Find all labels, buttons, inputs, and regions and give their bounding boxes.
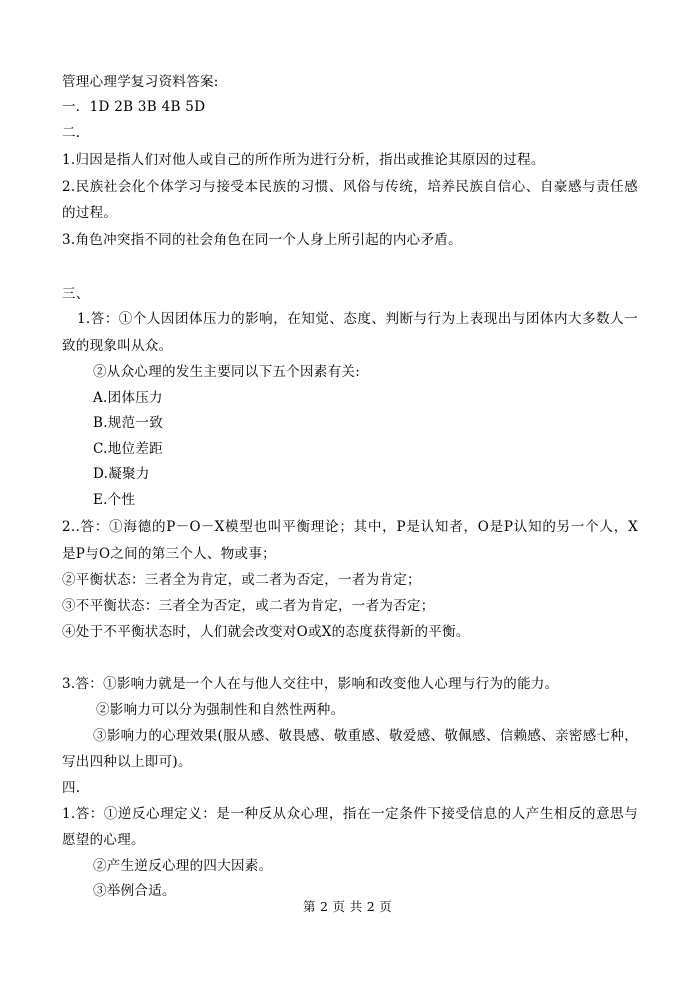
q1-factor-a: A.团体压力 xyxy=(93,390,163,406)
s2-item-2-line1: 2.民族社会化个体学习与接受本民族的习惯、风俗与传统，培养民族自信心、自豪感与责任感 xyxy=(62,179,638,195)
q1-factor-c: C.地位差距 xyxy=(93,441,163,457)
q2-line4: ③不平衡状态：三者全为否定，或二者为肯定，一者为否定； xyxy=(62,598,435,614)
s2-item-3: 3.角色冲突指不同的社会角色在同一个人身上所引起的内心矛盾。 xyxy=(62,232,462,248)
q3-line3: ③影响力的心理效果(服从感、敬畏感、敬重感、敬爱感、敬佩感、信赖感、亲密感七种， xyxy=(93,728,638,744)
q4-line3: ②产生逆反心理的四大因素。 xyxy=(93,858,273,874)
q3-line4: 写出四种以上即可)。 xyxy=(62,754,192,770)
doc-title: 管理心理学复习资料答案: xyxy=(62,74,219,90)
q2-line2: 是P与O之间的第三个人、物或事； xyxy=(62,546,276,562)
s2-item-1: 1.归因是指人们对他人或自己的所作所为进行分析，指出或推论其原因的过程。 xyxy=(62,152,545,168)
section-2-heading: 二. xyxy=(62,125,81,141)
q1-factor-e: E.个性 xyxy=(93,492,136,508)
q4-line2: 愿望的心理。 xyxy=(62,832,145,848)
q1-factor-b: B.规范一致 xyxy=(93,415,164,431)
q4-line1: 1.答：①逆反心理定义：是一种反从众心理，指在一定条件下接受信息的人产生相反的意思与 xyxy=(62,806,638,822)
q2-line1: 2..答：①海德的P－O－X模型也叫平衡理论；其中，P是认知者，O是P认知的另一个人，X xyxy=(62,519,638,535)
q1-line1: 1.答：①个人因团体压力的影响，在知觉、态度、判断与行为上表现出与团体内大多数人一 xyxy=(77,311,638,327)
section-4-heading: 四. xyxy=(62,780,81,796)
section-1-answers: 一．1D 2B 3B 4B 5D xyxy=(62,99,206,115)
q3-line2: ②影响力可以分为强制性和自然性两种。 xyxy=(96,702,345,718)
q2-line5: ④处于不平衡状态时，人们就会改变对O或X的态度获得新的平衡。 xyxy=(62,624,470,640)
q2-line3: ②平衡状态：三者全为肯定，或二者为否定，一者为肯定； xyxy=(62,572,421,588)
s2-item-2-line2: 的过程。 xyxy=(62,205,118,221)
q1-factor-d: D.凝聚力 xyxy=(93,466,150,482)
q1-line2: 致的现象叫从众。 xyxy=(62,338,173,354)
page-footer: 第 2 页 共 2 页 xyxy=(302,899,393,914)
section-3-heading: 三、 xyxy=(62,286,90,302)
q4-line4: ③举例合适。 xyxy=(93,883,176,899)
q1-line3: ②从众心理的发生主要同以下五个因素有关: xyxy=(93,364,361,380)
q3-line1: 3.答：①影响力就是一个人在与他人交往中，影响和改变他人心理与行为的能力。 xyxy=(62,676,559,692)
